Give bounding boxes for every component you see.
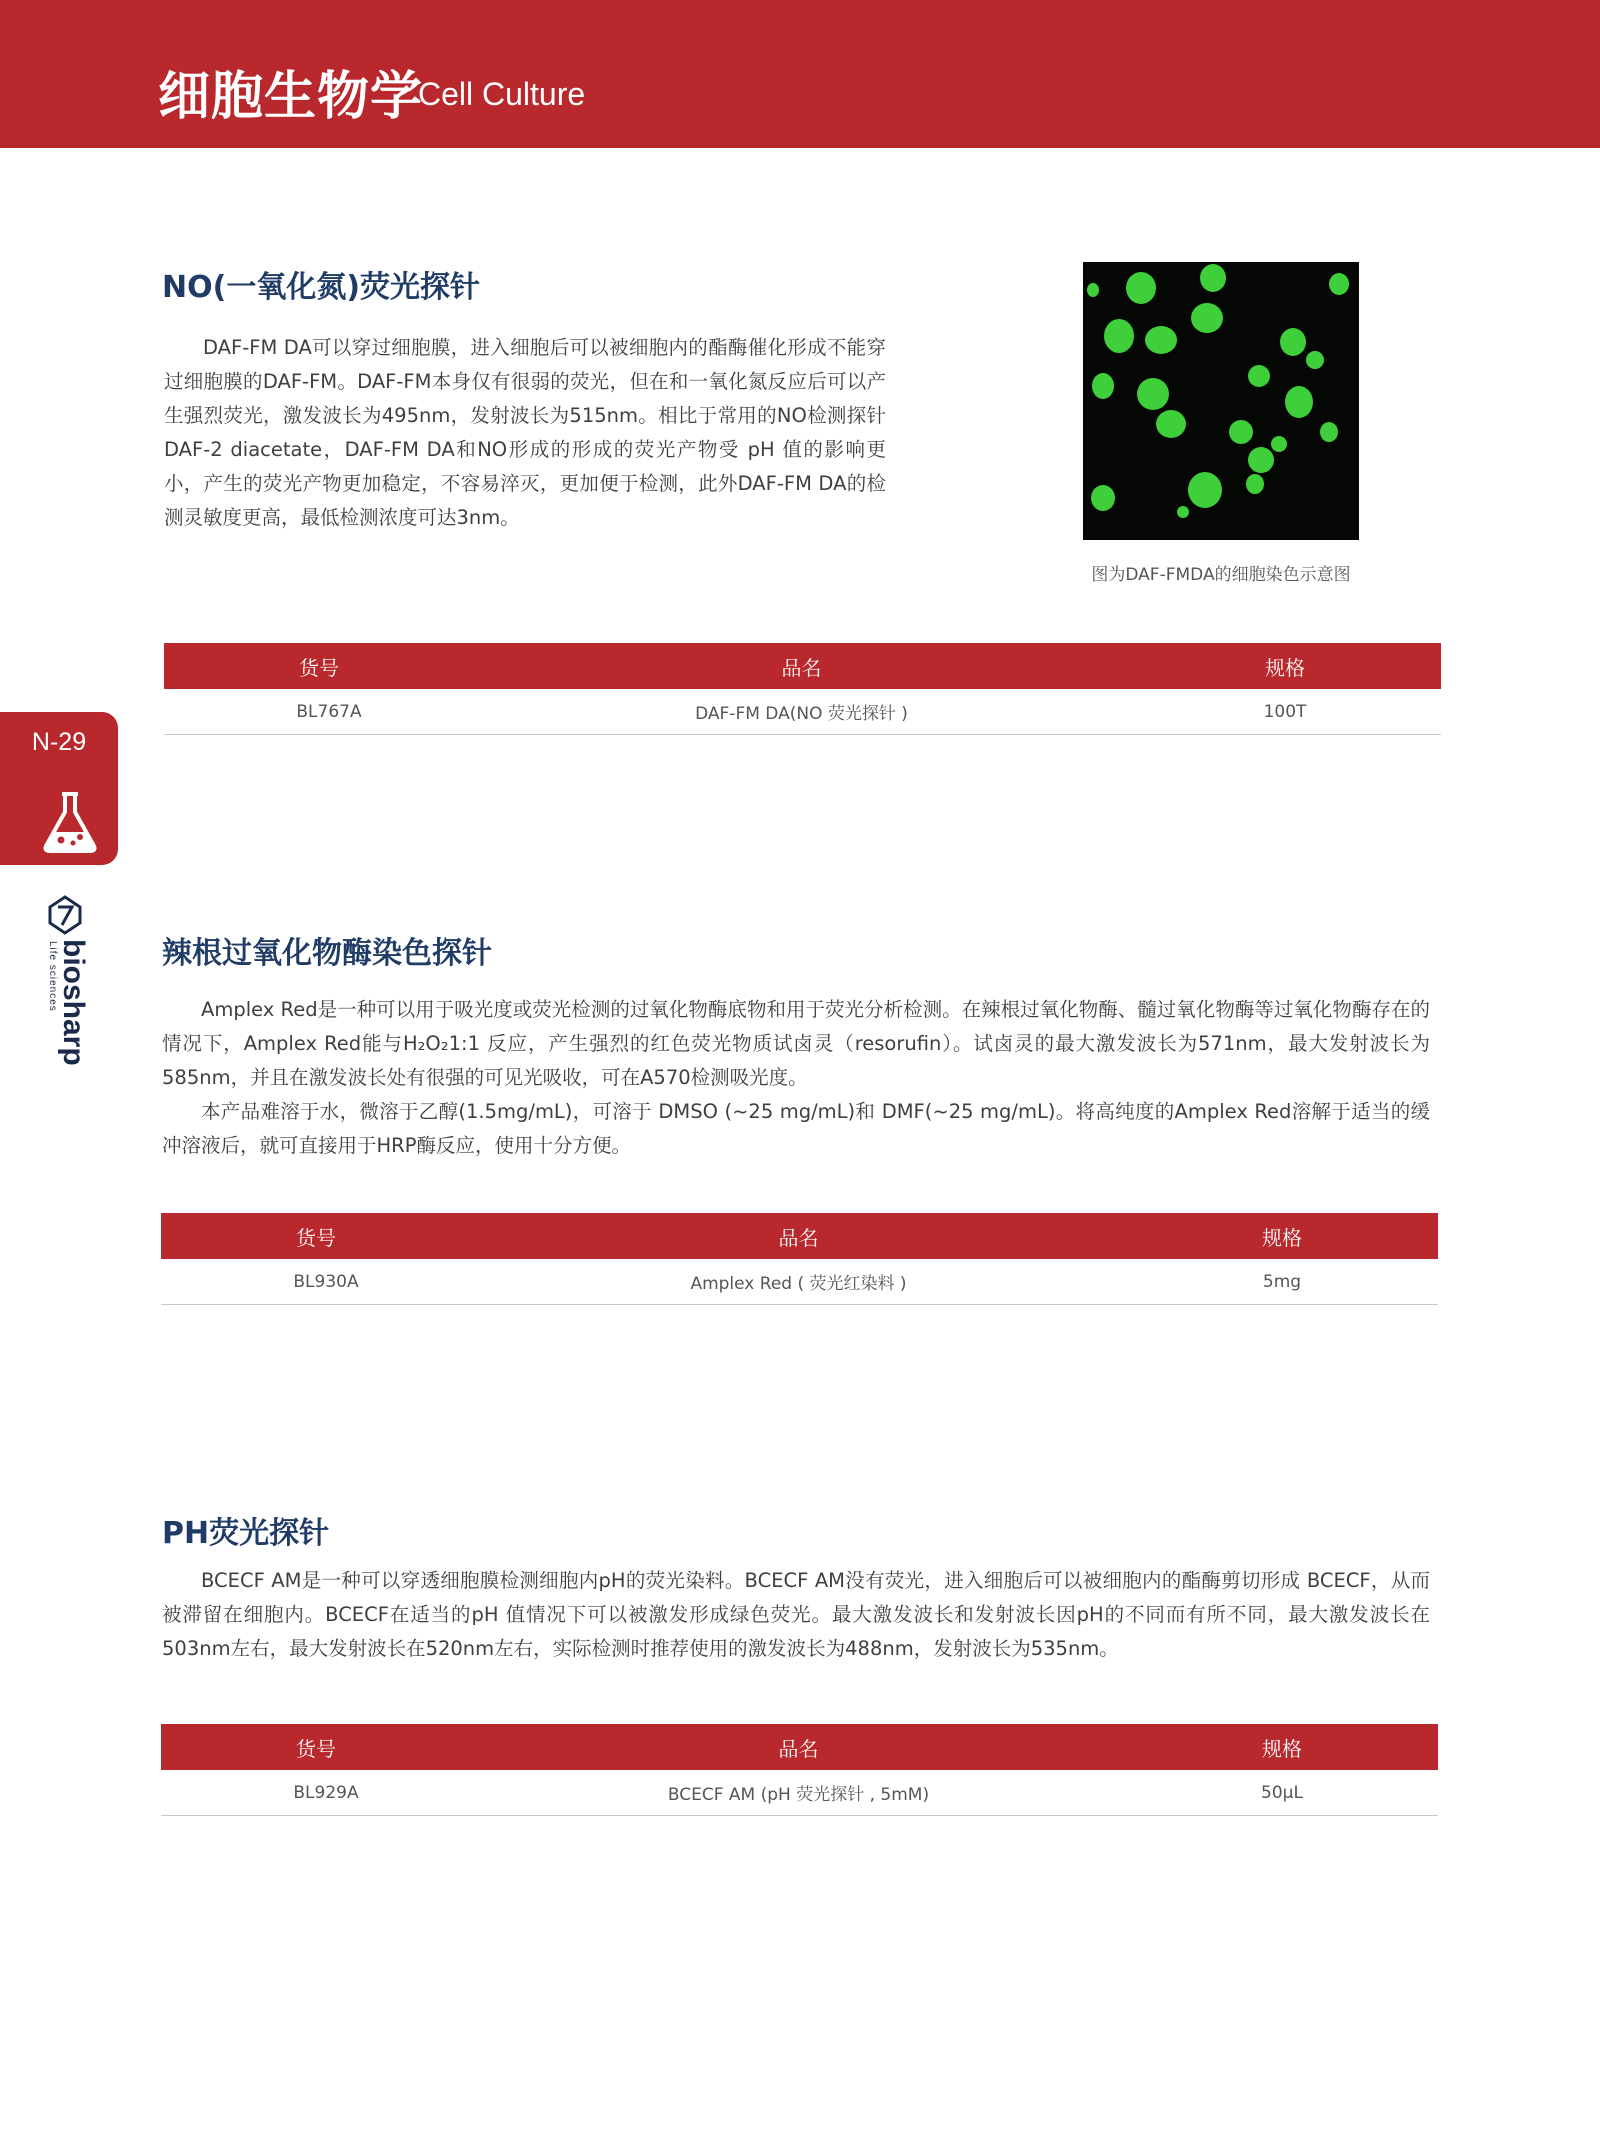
fluorescent-cells-illustration: [1083, 262, 1359, 540]
product-code: BL929A: [293, 1782, 359, 1803]
flask-icon: [40, 790, 100, 854]
col-header-name: 品名: [778, 1225, 819, 1250]
product-table-no-probe: [164, 643, 1441, 735]
section-body-hrp-probe: [162, 993, 1430, 1163]
product-name: DAF-FM DA(NO 荧光探针 ): [695, 704, 908, 724]
col-header-spec: 规格: [1262, 1225, 1302, 1250]
table-row: [161, 1770, 1438, 1816]
paragraph: BCECF AM是一种可以穿透细胞膜检测细胞内pH的荧光染料。BCECF AM没有荧光，进入细胞后可以被细胞内的酯酶剪切形成 BCECF，从而被滞留在细胞内。BCECF在适当的pH 值情况下可以被激发形成绿色荧光。最大激发波长和发射波长因pH的不同而有所不同，最大激发波长在503nm左右，最大发射波长在520nm左右，实际检测时推荐使用的激发波长为488nm，发射波长为535nm。: [162, 1569, 1430, 1660]
section-title-hrp-probe: 辣根过氧化物酶染色探针: [162, 936, 492, 971]
table-header: [164, 643, 1441, 689]
brand-logo: [40, 895, 90, 1075]
page-title: 细胞生物学: [158, 67, 424, 127]
product-name: BCECF AM (pH 荧光探针 , 5mM): [667, 1785, 930, 1805]
page-subtitle: Cell Culture: [418, 76, 586, 112]
product-spec: 100T: [1263, 701, 1307, 722]
header-band: [0, 0, 1600, 148]
col-header-name: 品名: [778, 1736, 819, 1761]
product-table-hrp-probe: [161, 1213, 1438, 1305]
image-caption: 图为DAF-FMDA的细胞染色示意图: [1091, 565, 1351, 585]
product-name: Amplex Red ( 荧光红染料 ): [690, 1274, 907, 1294]
col-header-code: 货号: [299, 655, 339, 680]
brand-name: biosharp: [57, 939, 90, 1066]
cell-staining-image: [1083, 262, 1359, 540]
section-title-no-probe: NO(一氧化氮)荧光探针: [162, 270, 481, 305]
section-body-ph-probe: [162, 1564, 1430, 1666]
table-header: [161, 1213, 1438, 1259]
biosharp-logo: [48, 895, 82, 935]
product-spec: 5mg: [1262, 1271, 1302, 1292]
brand-tagline: Life sciences: [47, 941, 58, 1012]
section-title-ph-probe: PH荧光探针: [162, 1516, 330, 1551]
page-number-label: N-29: [31, 728, 87, 756]
product-table-ph-probe: [161, 1724, 1438, 1816]
col-header-code: 货号: [296, 1225, 336, 1250]
col-header-spec: 规格: [1265, 655, 1305, 680]
col-header-spec: 规格: [1262, 1736, 1302, 1761]
col-header-name: 品名: [781, 655, 822, 680]
table-row: [164, 689, 1441, 735]
paragraph: DAF-FM DA可以穿过细胞膜，进入细胞后可以被细胞内的酯酶催化形成不能穿过细胞膜的DAF-FM。DAF-FM本身仅有很弱的荧光，但在和一氧化氮反应后可以产生强烈荧光，激发波长为495nm，发射波长为515nm。相比于常用的NO检测探针DAF-2 diacetate，DAF-FM DA和NO形成的形成的荧光产物受 pH 值的影响更小，产生的荧光产物更加稳定，不容易淬灭，更加便于检测，此外DAF-FM DA的检测灵敏度更高，最低检测浓度可达3nm。: [164, 336, 886, 529]
col-header-code: 货号: [296, 1736, 336, 1761]
paragraph: Amplex Red是一种可以用于吸光度或荧光检测的过氧化物酶底物和用于荧光分析检测。在辣根过氧化物酶、髓过氧化物酶等过氧化物酶存在的情况下，Amplex Red能与H₂O₂1:1 反应，产生强烈的红色荧光物质试卤灵（resorufin）。试卤灵的最大激发波长为571nm，最大发射波长为585nm，并且在激发波长处有很强的可见光吸收，可在A570检测吸光度。: [162, 998, 1430, 1089]
section-body-no-probe: [164, 331, 886, 535]
product-spec: 50μL: [1261, 1782, 1303, 1803]
paragraph: 本产品难溶于水，微溶于乙醇(1.5mg/mL)，可溶于 DMSO (~25 mg/mL)和 DMF(~25 mg/mL)。将高纯度的Amplex Red溶解于适当的缓冲溶液后，就可直接用于HRP酶反应，使用十分方便。: [162, 1100, 1430, 1157]
table-header: [161, 1724, 1438, 1770]
product-code: BL767A: [296, 701, 362, 722]
table-row: [161, 1259, 1438, 1305]
side-tab: [0, 712, 118, 865]
product-code: BL930A: [293, 1271, 359, 1292]
